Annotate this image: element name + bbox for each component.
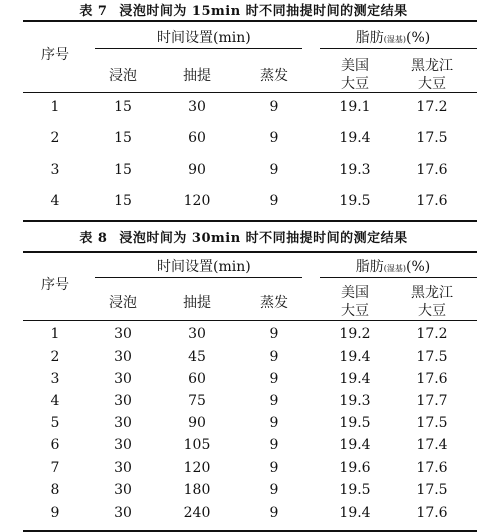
cell-extract: 30 xyxy=(188,99,206,115)
cell-evaporate: 9 xyxy=(269,130,279,146)
cell-us-fat: 19.5 xyxy=(339,193,371,209)
cell-soak: 15 xyxy=(114,162,132,178)
cell-extract: 45 xyxy=(188,349,206,365)
cell-hlj-fat: 17.7 xyxy=(416,393,448,409)
cell-extract: 60 xyxy=(188,371,206,387)
time-group-rule xyxy=(95,48,302,49)
table-title: 浸泡时间为 15min 时不同抽提时间的测定结果 xyxy=(119,4,408,19)
cell-soak: 30 xyxy=(114,460,132,476)
cell-hlj-fat: 17.6 xyxy=(416,505,448,521)
cell-evaporate: 9 xyxy=(269,393,279,409)
cell-us-fat: 19.4 xyxy=(339,349,371,365)
cell-hlj-fat: 17.5 xyxy=(416,415,448,431)
cell-evaporate: 9 xyxy=(269,482,279,498)
cell-hlj-fat: 17.4 xyxy=(416,437,448,453)
fat-group-rule xyxy=(320,277,477,278)
cell-us-fat: 19.4 xyxy=(339,130,371,146)
cell-us-fat: 19.3 xyxy=(339,162,371,178)
header-extract: 抽提 xyxy=(183,68,211,84)
cell-soak: 30 xyxy=(114,371,132,387)
header-soak: 浸泡 xyxy=(109,295,137,311)
header-soak: 浸泡 xyxy=(109,68,137,84)
table-title: 浸泡时间为 30min 时不同抽提时间的测定结果 xyxy=(119,231,408,246)
table-number: 表 7 xyxy=(79,4,108,19)
header-hlj-soy-line2: 大豆 xyxy=(418,76,446,92)
header-us-soy-line1: 美国 xyxy=(341,58,369,74)
cell-evaporate: 9 xyxy=(269,162,279,178)
cell-hlj-fat: 17.6 xyxy=(416,371,448,387)
cell-hlj-fat: 17.5 xyxy=(416,130,448,146)
cell-us-fat: 19.4 xyxy=(339,437,371,453)
header-us-soy-line2: 大豆 xyxy=(341,303,369,319)
cell-index: 1 xyxy=(50,326,60,342)
table-top-rule xyxy=(23,251,477,253)
cell-soak: 30 xyxy=(114,415,132,431)
header-fat-subscript: (湿基) xyxy=(383,264,406,273)
table-caption xyxy=(0,0,487,19)
cell-hlj-fat: 17.5 xyxy=(416,349,448,365)
cell-soak: 30 xyxy=(114,326,132,342)
cell-hlj-fat: 17.5 xyxy=(416,482,448,498)
header-fat-subscript: (湿基) xyxy=(383,35,406,44)
cell-extract: 90 xyxy=(188,415,206,431)
cell-soak: 15 xyxy=(114,193,132,209)
table-top-rule xyxy=(23,20,477,22)
cell-extract: 120 xyxy=(183,193,211,209)
table-bottom-rule xyxy=(23,220,477,222)
cell-evaporate: 9 xyxy=(269,460,279,476)
header-us-soy-line1: 美国 xyxy=(341,285,369,301)
header-time-group: 时间设置(min) xyxy=(157,30,251,46)
cell-evaporate: 9 xyxy=(269,99,279,115)
header-extract: 抽提 xyxy=(183,295,211,311)
cell-us-fat: 19.4 xyxy=(339,505,371,521)
cell-us-fat: 19.6 xyxy=(339,460,371,476)
cell-evaporate: 9 xyxy=(269,193,279,209)
cell-us-fat: 19.4 xyxy=(339,371,371,387)
cell-index: 8 xyxy=(50,482,60,498)
cell-us-fat: 19.5 xyxy=(339,482,371,498)
header-fat-label: 脂肪 xyxy=(355,259,384,275)
time-group-rule xyxy=(95,277,302,278)
cell-us-fat: 19.5 xyxy=(339,415,371,431)
header-bottom-rule xyxy=(23,92,477,93)
table-number: 表 8 xyxy=(79,231,108,246)
cell-extract: 75 xyxy=(188,393,206,409)
header-fat-unit: (%) xyxy=(406,30,431,46)
header-index: 序号 xyxy=(41,277,69,293)
cell-index: 9 xyxy=(50,505,60,521)
cell-index: 7 xyxy=(50,460,60,476)
cell-soak: 30 xyxy=(114,437,132,453)
cell-soak: 15 xyxy=(114,130,132,146)
cell-extract: 30 xyxy=(188,326,206,342)
cell-extract: 240 xyxy=(183,505,211,521)
header-evaporate: 蒸发 xyxy=(260,295,288,311)
cell-index: 3 xyxy=(50,162,60,178)
cell-soak: 30 xyxy=(114,349,132,365)
cell-evaporate: 9 xyxy=(269,349,279,365)
cell-evaporate: 9 xyxy=(269,415,279,431)
cell-extract: 105 xyxy=(183,437,211,453)
header-fat-unit: (%) xyxy=(406,259,431,275)
cell-index: 4 xyxy=(50,193,60,209)
cell-evaporate: 9 xyxy=(269,371,279,387)
table-caption xyxy=(0,227,487,246)
cell-extract: 120 xyxy=(183,460,211,476)
header-index: 序号 xyxy=(41,47,69,63)
header-time-group: 时间设置(min) xyxy=(157,259,251,275)
cell-hlj-fat: 17.6 xyxy=(416,460,448,476)
cell-extract: 90 xyxy=(188,162,206,178)
header-us-soy-line2: 大豆 xyxy=(341,76,369,92)
cell-index: 1 xyxy=(50,99,60,115)
cell-soak: 30 xyxy=(114,505,132,521)
cell-extract: 180 xyxy=(183,482,211,498)
cell-evaporate: 9 xyxy=(269,437,279,453)
cell-us-fat: 19.3 xyxy=(339,393,371,409)
cell-extract: 60 xyxy=(188,130,206,146)
cell-soak: 30 xyxy=(114,482,132,498)
cell-index: 6 xyxy=(50,437,60,453)
header-hlj-soy-line1: 黑龙江 xyxy=(411,285,453,301)
header-bottom-rule xyxy=(23,320,477,321)
cell-hlj-fat: 17.6 xyxy=(416,162,448,178)
cell-hlj-fat: 17.6 xyxy=(416,193,448,209)
cell-hlj-fat: 17.2 xyxy=(416,326,448,342)
cell-index: 3 xyxy=(50,371,60,387)
cell-hlj-fat: 17.2 xyxy=(416,99,448,115)
header-fat-label: 脂肪 xyxy=(355,30,384,46)
cell-evaporate: 9 xyxy=(269,326,279,342)
header-evaporate: 蒸发 xyxy=(260,68,288,84)
cell-soak: 15 xyxy=(114,99,132,115)
cell-index: 4 xyxy=(50,393,60,409)
fat-group-rule xyxy=(320,48,477,49)
cell-soak: 30 xyxy=(114,393,132,409)
cell-us-fat: 19.1 xyxy=(339,99,371,115)
cell-index: 5 xyxy=(50,415,60,431)
cell-index: 2 xyxy=(50,130,60,146)
header-hlj-soy-line1: 黑龙江 xyxy=(411,58,453,74)
cell-index: 2 xyxy=(50,349,60,365)
cell-evaporate: 9 xyxy=(269,505,279,521)
cell-us-fat: 19.2 xyxy=(339,326,371,342)
header-fat-group xyxy=(323,259,463,277)
header-fat-group xyxy=(323,30,463,48)
header-hlj-soy-line2: 大豆 xyxy=(418,303,446,319)
